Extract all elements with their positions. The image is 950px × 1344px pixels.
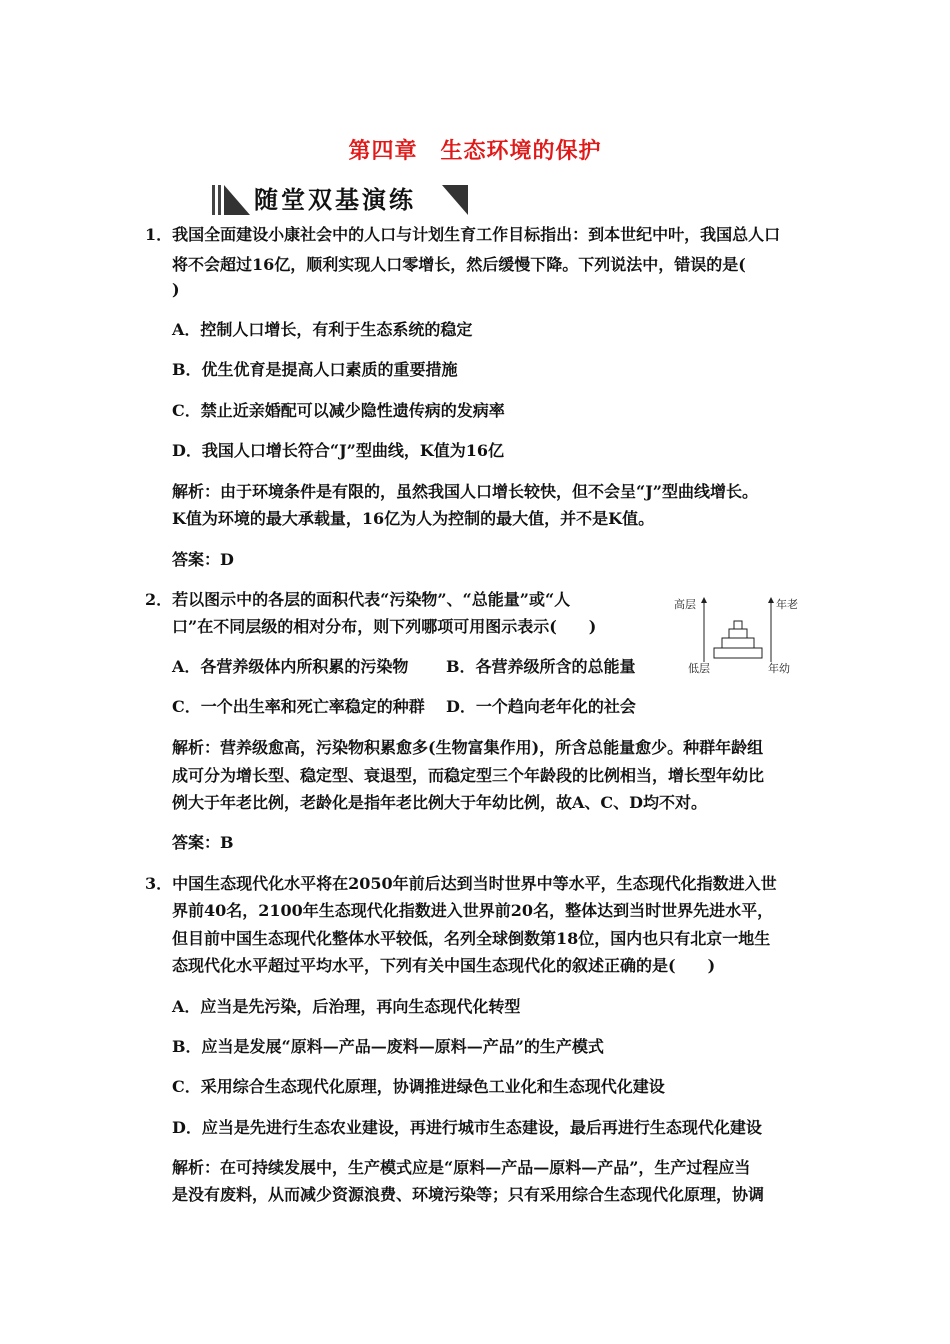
q1-option-a: A．控制人口增长，有利于生态系统的稳定 bbox=[172, 320, 473, 339]
q2-option-b: B．各营养级所含的总能量 bbox=[446, 657, 636, 676]
q3-stem-line-4: 态现代化水平超过平均水平，下列有关中国生态现代化的叙述正确的是( ) bbox=[172, 956, 716, 975]
q3-option-a: A．应当是先污染，后治理，再向生态现代化转型 bbox=[172, 997, 521, 1016]
q3-analysis-line-2: 是没有废料，从而减少资源浪费、环境污染等；只有采用综合生态现代化原理，协调 bbox=[172, 1185, 765, 1204]
pyramid-layer-1 bbox=[714, 648, 762, 658]
diagram-label-top-left: 高层 bbox=[674, 598, 696, 611]
q1-stem-line-3: ) bbox=[172, 280, 180, 299]
pyramid-diagram bbox=[672, 590, 810, 680]
q1-analysis-line-1: 解析：由于环境条件是有限的，虽然我国人口增长较快，但不会呈“J”型曲线增长。 bbox=[172, 482, 758, 501]
q1-answer: 答案：D bbox=[172, 550, 234, 569]
q3-analysis-line-1: 解析：在可持续发展中，生产模式应是“原料—产品—原料—产品”，生产过程应当 bbox=[172, 1158, 751, 1177]
q1-option-b: B．优生优育是提高人口素质的重要措施 bbox=[172, 360, 458, 379]
diagram-label-bottom-right: 年幼 bbox=[768, 662, 790, 675]
q2-option-d: D．一个趋向老年化的社会 bbox=[446, 697, 636, 716]
q2-stem-line-1: 2．若以图示中的各层的面积代表“污染物”、“总能量”或“人 bbox=[145, 590, 571, 609]
q3-option-d: D．应当是先进行生态农业建设，再进行城市生态建设，最后再进行生态现代化建设 bbox=[172, 1118, 762, 1137]
q2-option-a: A．各营养级体内所积累的污染物 bbox=[172, 657, 409, 676]
q3-stem-line-3: 但目前中国生态现代化整体水平较低，名列全球倒数第18位，国内也只有北京一地生 bbox=[172, 929, 771, 948]
banner-label: 随堂双基演练 bbox=[254, 186, 416, 214]
q2-stem-line-2: 口”在不同层级的相对分布，则下列哪项可用图示表示( ) bbox=[172, 617, 597, 636]
chapter-title: 第四章 生态环境的保护 bbox=[348, 139, 602, 164]
q1-option-c: C．禁止近亲婚配可以减少隐性遗传病的发病率 bbox=[172, 401, 505, 420]
diagram-label-top-right: 年老 bbox=[776, 598, 798, 611]
q2-answer: 答案：B bbox=[172, 833, 234, 852]
pyramid-layer-2 bbox=[722, 638, 754, 648]
section-banner bbox=[210, 183, 472, 217]
q1-stem-line-2: 将不会超过16亿，顺利实现人口零增长，然后缓慢下降。下列说法中，错误的是( bbox=[172, 255, 746, 274]
diagram-label-bottom-left: 低层 bbox=[688, 662, 710, 675]
q1-option-d: D．我国人口增长符合“J”型曲线，K值为16亿 bbox=[172, 441, 505, 460]
q2-analysis-line-2: 成可分为增长型、稳定型、衰退型，而稳定型三个年龄段的比例相当，增长型年幼比 bbox=[172, 766, 765, 785]
q1-analysis-line-2: K值为环境的最大承载量，16亿为人为控制的最大值，并不是K值。 bbox=[172, 509, 655, 528]
pyramid-layer-4 bbox=[734, 621, 742, 629]
q3-option-c: C．采用综合生态现代化原理，协调推进绿色工业化和生态现代化建设 bbox=[172, 1077, 665, 1096]
q3-stem-line-2: 界前40名，2100年生态现代化指数进入世界前20名，整体达到当时世界先进水平， bbox=[172, 901, 774, 920]
q1-stem-line-1: 1．我国全面建设小康社会中的人口与计划生育工作目标指出：到本世纪中叶，我国总人口 bbox=[145, 225, 781, 244]
q2-analysis-line-3: 例大于年老比例，老龄化是指年老比例大于年幼比例，故A、C、D均不对。 bbox=[172, 793, 708, 812]
q2-analysis-line-1: 解析：营养级愈高，污染物积累愈多(生物富集作用)，所含总能量愈少。种群年龄组 bbox=[172, 738, 764, 757]
pyramid-layer-3 bbox=[729, 629, 747, 638]
q3-option-b: B．应当是发展“原料—产品—废料—原料—产品”的生产模式 bbox=[172, 1037, 604, 1056]
q2-option-c: C．一个出生率和死亡率稳定的种群 bbox=[172, 697, 425, 716]
q3-stem-line-1: 3．中国生态现代化水平将在2050年前后达到当时世界中等水平，生态现代化指数进入世 bbox=[145, 874, 777, 893]
